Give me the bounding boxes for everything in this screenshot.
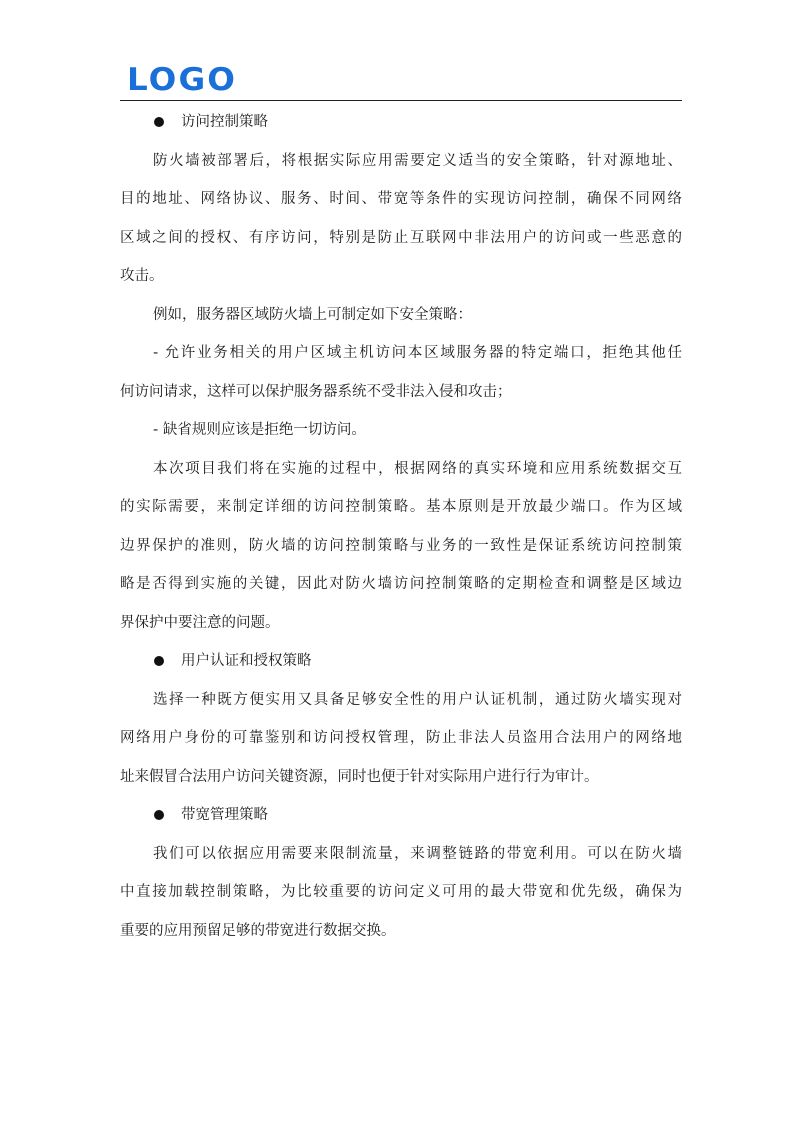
section-heading-access-control	[120, 103, 682, 142]
paragraph-line: 略是否得到实施的关键，因此对防火墙访问控制策略的定期检查和调整是区域边	[120, 576, 682, 592]
document-body	[120, 103, 682, 950]
section-heading-user-auth	[120, 642, 682, 681]
paragraph-line: 本次项目我们将在实施的过程中，根据网络的真实环境和应用系统数据交互	[153, 460, 682, 477]
paragraph-line: 网络用户身份的可靠鉴别和访问授权管理，防止非法人员盗用合法用户的网络地	[120, 730, 682, 746]
list-item-line: - 缺省规则应该是拒绝一切访问。	[153, 422, 366, 438]
paragraph-line: 选择一种既方便实用又具备足够安全性的用户认证机制，通过防火墙实现对	[153, 691, 682, 708]
paragraph-line: 的实际需要，来制定详细的访问控制策略。基本原则是开放最少端口。作为区域	[120, 499, 682, 515]
page-header	[120, 58, 682, 101]
paragraph-line: 重要的应用预留足够的带宽进行数据交换。	[120, 922, 396, 939]
paragraph-line: 区域之间的授权、有序访问，特别是防止互联网中非法用户的访问或一些恶意的	[120, 229, 682, 246]
paragraph-line: 防火墙被部署后，将根据实际应用需要定义适当的安全策略，针对源地址、	[153, 152, 682, 169]
paragraph-line: 攻击。	[120, 268, 164, 284]
logo: LOGO	[127, 62, 238, 98]
section-heading-bandwidth	[120, 796, 682, 835]
heading-text: 用户认证和授权策略	[181, 653, 312, 669]
heading-text: 访问控制策略	[181, 114, 268, 130]
bullet-icon	[154, 117, 164, 127]
heading-text: 带宽管理策略	[181, 807, 268, 823]
paragraph-line: 界保护中要注意的问题。	[120, 614, 280, 631]
paragraph-line: 例如，服务器区域防火墙上可制定如下安全策略：	[153, 306, 472, 323]
bullet-icon	[154, 810, 164, 820]
paragraph-line: 目的地址、网络协议、服务、时间、带宽等条件的实现访问控制，确保不同网络	[120, 191, 682, 207]
paragraph-line: 中直接加载控制策略，为比较重要的访问定义可用的最大带宽和优先级，确保为	[120, 884, 682, 900]
list-item-line: 何访问请求，这样可以保护服务器系统不受非法入侵和攻击；	[120, 383, 512, 400]
paragraph-line: 我们可以依据应用需要来限制流量，来调整链路的带宽利用。可以在防火墙	[153, 845, 682, 862]
bullet-icon	[154, 656, 164, 666]
list-item-line: - 允许业务相关的用户区域主机访问本区域服务器的特定端口，拒绝其他任	[153, 345, 682, 361]
paragraph-line: 边界保护的准则，防火墙的访问控制策略与业务的一致性是保证系统访问控制策	[120, 537, 682, 554]
paragraph-line: 址来假冒合法用户访问关键资源，同时也便于针对实际用户进行行为审计。	[120, 768, 599, 785]
